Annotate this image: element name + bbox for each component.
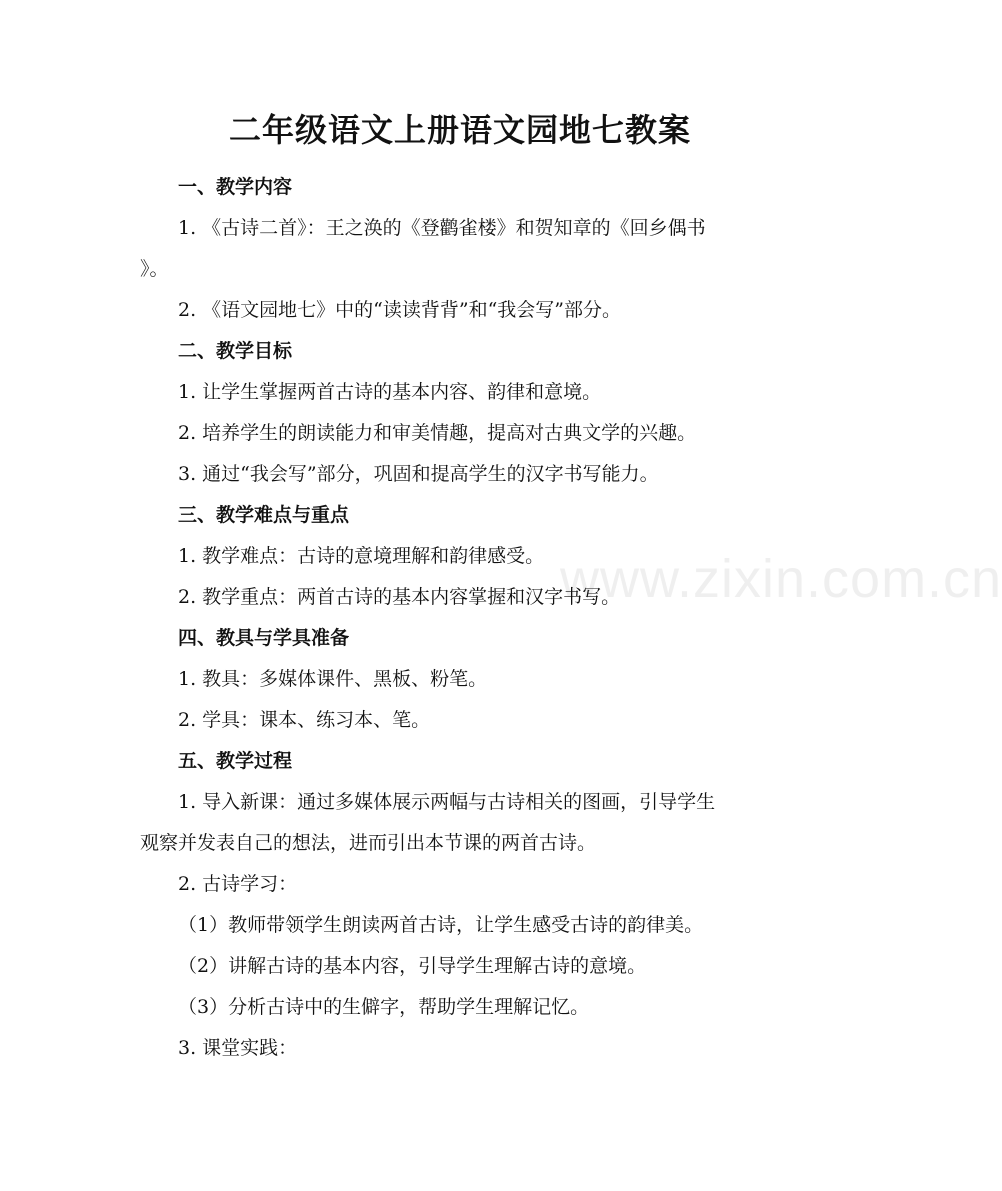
paragraph: （2）讲解古诗的基本内容，引导学生理解古诗的意境。 xyxy=(178,955,647,977)
paragraph: 1. 教具：多媒体课件、黑板、粉笔。 xyxy=(178,668,488,690)
paragraph: 2. 古诗学习： xyxy=(178,873,298,895)
paragraph: 2. 《语文园地七》中的“读读背背”和“我会写”部分。 xyxy=(178,299,622,321)
paragraph: 1. 让学生掌握两首古诗的基本内容、韵律和意境。 xyxy=(178,381,602,403)
paragraph: 观察并发表自己的想法，进而引出本节课的两首古诗。 xyxy=(140,832,597,854)
section-heading-objectives: 二、教学目标 xyxy=(178,340,293,362)
paragraph: 2. 学具：课本、练习本、笔。 xyxy=(178,709,431,731)
section-heading-process: 五、教学过程 xyxy=(178,750,293,772)
paragraph: （3）分析古诗中的生僻字，帮助学生理解记忆。 xyxy=(178,996,590,1018)
section-heading-content: 一、教学内容 xyxy=(178,176,293,198)
paragraph: 2. 培养学生的朗读能力和审美情趣，提高对古典文学的兴趣。 xyxy=(178,422,697,444)
paragraph: （1）教师带领学生朗读两首古诗，让学生感受古诗的韵律美。 xyxy=(178,914,704,936)
paragraph: 2. 教学重点：两首古诗的基本内容掌握和汉字书写。 xyxy=(178,586,621,608)
watermark: www.zixin.com.cn xyxy=(560,549,1002,609)
paragraph: 3. 课堂实践： xyxy=(178,1037,298,1059)
paragraph: 1. 《古诗二首》：王之涣的《登鹳雀楼》和贺知章的《回乡偶书 xyxy=(178,217,706,239)
paragraph: 1. 教学难点：古诗的意境理解和韵律感受。 xyxy=(178,545,545,567)
section-heading-difficulties: 三、教学难点与重点 xyxy=(178,504,350,526)
section-heading-materials: 四、教具与学具准备 xyxy=(178,627,350,649)
document-title: 二年级语文上册语文园地七教案 xyxy=(228,111,691,149)
paragraph: 》。 xyxy=(140,258,169,280)
paragraph: 1. 导入新课：通过多媒体展示两幅与古诗相关的图画，引导学生 xyxy=(178,791,716,813)
paragraph: 3. 通过“我会写”部分，巩固和提高学生的汉字书写能力。 xyxy=(178,463,659,485)
